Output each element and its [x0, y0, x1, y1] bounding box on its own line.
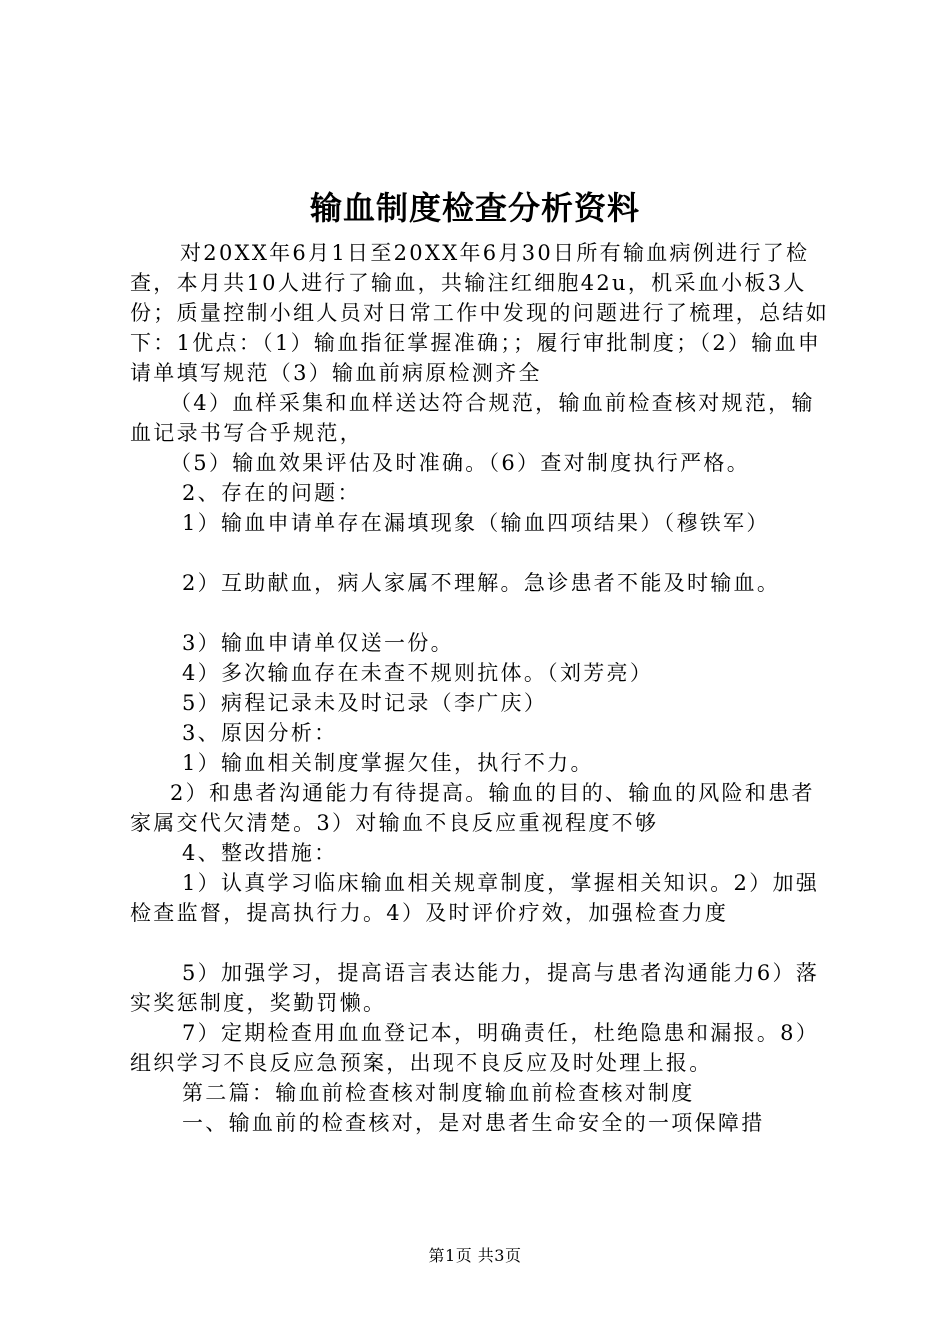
problem-item-4: 4）多次输血存在未查不规则抗体。（刘芳亮）	[182, 661, 654, 685]
spacer	[130, 928, 834, 958]
problem-item-1: 1）输血申请单存在漏填现象（输血四项结果）（穆铁军）	[182, 511, 770, 535]
measure-item-7: 7）定期检查用血血登记本，明确责任，杜绝隐患和漏报。8）组织学习不良反应急预案，出现不良反应及时处理上报。	[130, 1021, 820, 1075]
spacer	[130, 598, 834, 628]
second-chapter-paragraph-1: 一、输血前的检查核对，是对患者生命安全的一项保障措	[182, 1111, 765, 1135]
page-footer: 第1页 共3页	[428, 1246, 522, 1265]
document-title: 输血制度检查分析资料	[309, 189, 640, 227]
document-body	[130, 238, 834, 1138]
cause-item-2: 2）和患者沟通能力有待提高。输血的目的、输血的风险和患者家属交代欠清楚。3）对输血不良反应重视程度不够	[130, 781, 815, 835]
section-heading-measures: 4、整改措施：	[182, 841, 338, 865]
problem-item-5: 5）病程记录未及时记录（李广庆）	[182, 691, 548, 715]
paragraph-intro: 对20XX年6月1日至20XX年6月30日所有输血病例进行了检查，本月共10人进行了输血，共输注红细胞42u，机采血小板3人份；质量控制小组人员对日常工作中发现的问题进行了梳理，总结如下：1优点：（1）输血指征掌握准确；；履行审批制度；（2）输血申请单填写规范（3）输血前病原检测齐全	[130, 241, 829, 385]
spacer	[130, 538, 834, 568]
paragraph-advantage-4: （4）血样采集和血样送达符合规范，输血前检查核对规范，输血记录书写合乎规范，	[130, 391, 815, 445]
measure-item-5: 5）加强学习，提高语言表达能力，提高与患者沟通能力6）落实奖惩制度，奖勤罚懒。	[130, 961, 820, 1015]
paragraph-advantage-5: （5）输血效果评估及时准确。（6）查对制度执行严格。	[170, 451, 751, 475]
section-heading-problems: 2、存在的问题：	[182, 481, 361, 505]
measure-item-1: 1）认真学习临床输血相关规章制度，掌握相关知识。2）加强检查监督，提高执行力。4）及时评价疗效，加强检查力度	[130, 871, 820, 925]
cause-item-1: 1）输血相关制度掌握欠佳，执行不力。	[182, 751, 594, 775]
problem-item-2: 2）互助献血，病人家属不理解。急诊患者不能及时输血。	[182, 571, 781, 595]
problem-item-3: 3）输血申请单仅送一份。	[182, 631, 454, 655]
second-chapter-heading: 第二篇：输血前检查核对制度输血前检查核对制度	[182, 1081, 695, 1105]
section-heading-causes: 3、原因分析：	[182, 721, 338, 745]
